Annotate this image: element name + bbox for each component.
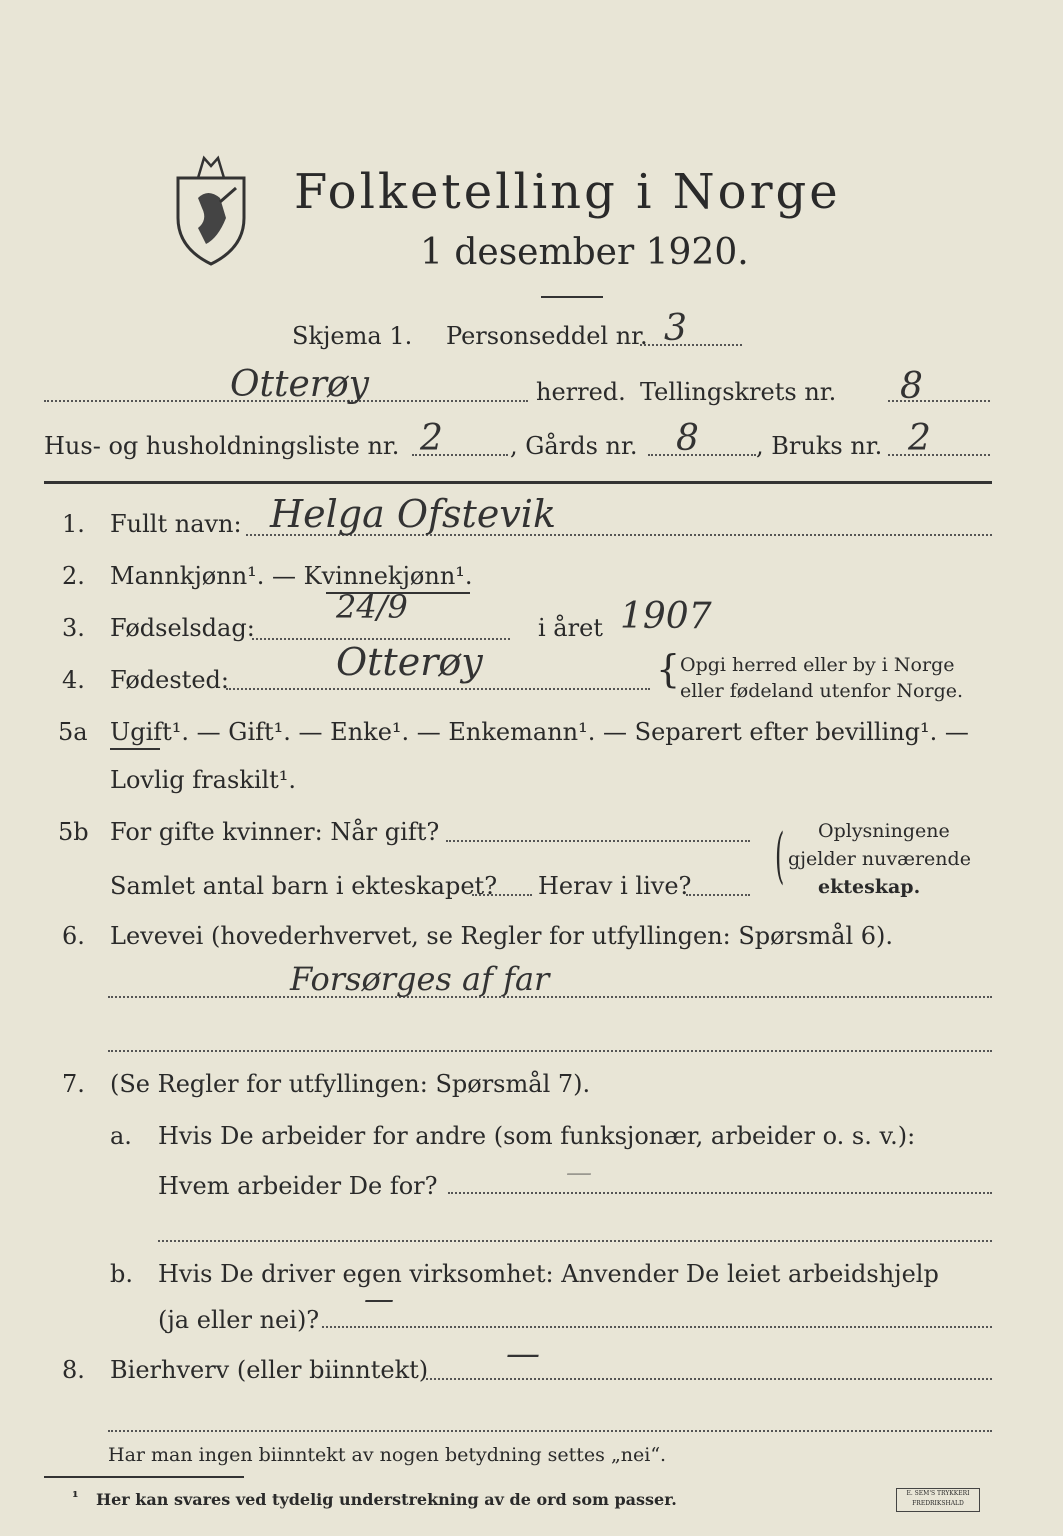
q5b-note-2: gjelder nuværende (788, 848, 971, 870)
q6-label: Levevei (hovederhvervet, se Regler for utfyllingen: Spørsmål 6). (110, 922, 894, 950)
q7b-label-2: (ja eller nei)? (158, 1306, 320, 1334)
occupation-value[interactable]: Forsørges af far (290, 960, 550, 998)
q6-line-2 (108, 1050, 992, 1052)
q4-note-1: Opgi herred eller by i Norge (680, 654, 955, 676)
header-divider (44, 481, 992, 484)
coat-of-arms-icon (168, 148, 254, 268)
q5b-label: For gifte kvinner: Når gift? (110, 818, 440, 846)
form-date: 1 desember 1920. (420, 232, 749, 273)
bruks-label: , Bruks nr. (756, 432, 883, 460)
birthplace-value[interactable]: Otterøy (336, 640, 483, 684)
side-income-line-2 (108, 1430, 992, 1432)
q7a-label: Hvis De arbeider for andre (som funksjonær, arbeider o. s. v.): (158, 1122, 916, 1150)
full-name-value[interactable]: Helga Ofstevik (270, 492, 556, 536)
title-divider (541, 296, 603, 298)
side-income-line (426, 1378, 992, 1380)
q8-label: Bierhverv (eller biinntekt) (110, 1356, 429, 1384)
herred-label: herred. (536, 378, 626, 406)
gards-line (648, 454, 756, 456)
q2-number: 2. (62, 562, 85, 590)
q6-number: 6. (62, 922, 85, 950)
q7-label: (Se Regler for utfyllingen: Spørsmål 7). (110, 1070, 591, 1098)
footnote-marker: ¹ (72, 1488, 79, 1506)
q7b-letter: b. (110, 1260, 133, 1288)
bruks-line (888, 454, 990, 456)
q5b-label-3: Herav i live? (538, 872, 692, 900)
q5b-note-1: Oplysningene (818, 820, 950, 842)
hired-help-line (322, 1326, 992, 1328)
footnote-text: Her kan svares ved tydelig understrekning av de ord som passer. (96, 1490, 677, 1509)
schema-label: Skjema 1. (292, 322, 413, 350)
q5b-number: 5b (58, 818, 89, 846)
q3-label: Fødselsdag: (110, 614, 255, 642)
ugift-underline (110, 748, 160, 750)
q7a-label-2: Hvem arbeider De for? (158, 1172, 438, 1200)
q3-number: 3. (62, 614, 85, 642)
gender-options[interactable]: Mannkjønn¹. — Kvinnekjønn¹. (110, 562, 473, 590)
q7b-label: Hvis De driver egen virksomhet: Anvender De leiet arbeidshjelp (158, 1260, 939, 1288)
printer-stamp: E. SEM'S TRYKKERI FREDRIKSHALD (896, 1488, 980, 1512)
birthday-value[interactable]: 24/9 (336, 588, 408, 626)
personseddel-line (640, 344, 742, 346)
children-alive-line[interactable] (686, 894, 750, 896)
hus-value[interactable]: 2 (420, 418, 443, 459)
q7a-letter: a. (110, 1122, 132, 1150)
tellingskrets-label: Tellingskrets nr. (640, 378, 837, 406)
side-income-value[interactable]: — (506, 1334, 540, 1374)
footnote-divider (44, 1476, 244, 1478)
q1-label: Fullt navn: (110, 510, 242, 538)
children-count-line[interactable] (472, 894, 532, 896)
birth-year-value[interactable]: 1907 (620, 596, 712, 637)
q6-line-1 (108, 996, 992, 998)
employer-line (448, 1192, 992, 1194)
q7-number: 7. (62, 1070, 85, 1098)
q4-note-2: eller fødeland utenfor Norge. (680, 680, 964, 702)
tellingskrets-value[interactable]: 8 (900, 366, 923, 407)
personseddel-value[interactable]: 3 (664, 308, 687, 349)
q1-number: 1. (62, 510, 85, 538)
marital-options[interactable]: Ugift¹. — Gift¹. — Enke¹. — Enkemann¹. — Separert efter bevilling¹. — (110, 718, 969, 746)
q4-brace: { (656, 647, 681, 691)
q4-line (226, 688, 650, 690)
footer-note: Har man ingen biinntekt av nogen betydning settes „nei“. (108, 1444, 667, 1466)
q4-label: Fødested: (110, 666, 229, 694)
q5a-number: 5a (58, 718, 88, 746)
year-label: i året (538, 614, 603, 642)
q5b-label-2: Samlet antal barn i ekteskapet? (110, 872, 498, 900)
employer-line-2 (158, 1240, 992, 1242)
married-date-line[interactable] (446, 840, 750, 842)
q4-number: 4. (62, 666, 85, 694)
employer-value[interactable]: — (566, 1158, 592, 1188)
hired-help-value[interactable]: — (364, 1282, 394, 1317)
q5b-bracket: ( (775, 821, 785, 891)
gards-value[interactable]: 8 (676, 418, 699, 459)
hus-label: Hus- og husholdningsliste nr. (44, 432, 400, 460)
form-title: Folketelling i Norge (294, 164, 841, 220)
q8-number: 8. (62, 1356, 85, 1384)
q5b-note-3: ekteskap. (818, 876, 921, 898)
personseddel-label: Personseddel nr. (446, 322, 648, 350)
bruks-value[interactable]: 2 (908, 418, 931, 459)
herred-value[interactable]: Otterøy (230, 364, 369, 405)
marital-options-2[interactable]: Lovlig fraskilt¹. (110, 766, 297, 794)
gards-label: , Gårds nr. (510, 432, 638, 460)
